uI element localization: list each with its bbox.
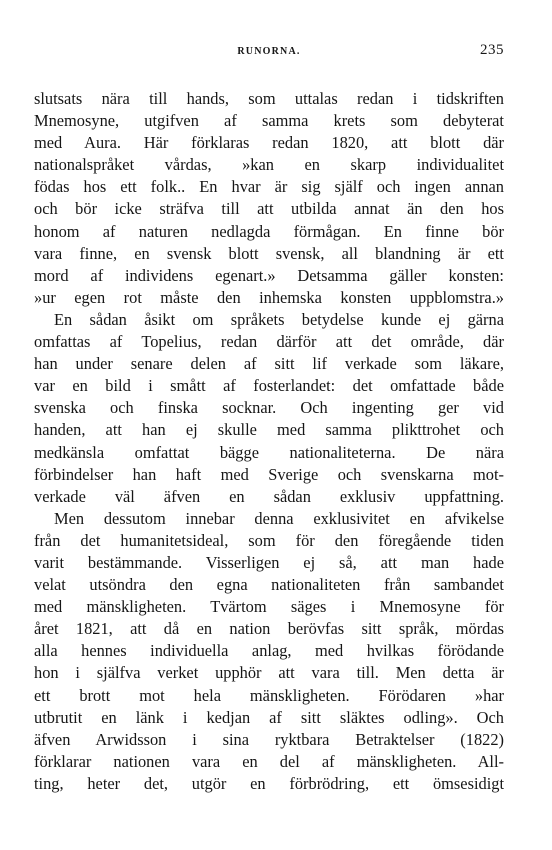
text-line: svenska och finska socknar. Och ingenting ger vid [34, 398, 504, 418]
text-line: utbrutit en länk i kedjan af sitt släktes odling». Och [34, 707, 504, 727]
text-line: medkänsla omfattat bägge nationaliteterna. De nära [34, 442, 504, 462]
text-line: födas hos ett folk.. En hvar är sig själf och ingen annan [34, 177, 504, 197]
text-line: handen, att han ej skulle med samma plikttrohet och [34, 420, 504, 440]
paragraph-start-line: En sådan åsikt om språkets betydelse kunde ej gärna [54, 309, 504, 329]
text-line: mord af individens egenart.» Detsamma gäller konsten: [34, 265, 504, 285]
text-line: var en bild i smått af fosterlandet: det omfattade både [34, 376, 504, 396]
text-line: förklarar nationen vara en del af mänskligheten. All- [34, 751, 504, 771]
text-line: och bör icke sträfva till att utbilda annat än den hos [34, 199, 504, 219]
text-line: äfven Arwidsson i sina ryktbara Betraktelser (1822) [34, 729, 504, 749]
text-line: slutsats nära till hands, som uttalas redan i tidskriften [34, 89, 504, 108]
text-line: han under senare delen af sitt lif verkade som läkare, [34, 354, 504, 374]
page-header [34, 42, 504, 64]
text-line: nationalspråket vårdas, »kan en skarp individualitet [34, 155, 504, 175]
text-line: honom af naturen nedlagda förmågan. En finne bör [34, 221, 504, 241]
text-line: med Aura. Här förklaras redan 1820, att blott där [34, 133, 504, 153]
text-line: året 1821, att då en nation berövfas sitt språk, mördas [34, 619, 504, 639]
text-line: »ur egen rot måste den inhemska konsten uppblomstra.» [34, 287, 504, 307]
text-line: omfattas af Topelius, redan därför att det område, där [34, 332, 504, 352]
text-line: Mnemosyne, utgifven af samma krets som debyterat [34, 111, 504, 131]
text-line: med mänskligheten. Tvärtom säges i Mnemosyne för [34, 597, 504, 617]
text-line: ting, heter det, utgör en förbrödring, ett ömsesidigt [34, 773, 504, 793]
paragraph-start-line: Men dessutom innebar denna exklusivitet en afvikelse [54, 508, 504, 528]
text-line: verkade väl äfven en sådan exklusiv uppfattning. [34, 486, 504, 506]
text-line: ett brott mot hela mänskligheten. Förödaren »har [34, 685, 504, 705]
text-line: hon i själfva verket upphör att vara till. Men detta är [34, 663, 504, 683]
text-line: varit bestämmande. Visserligen ej så, att man hade [34, 552, 504, 572]
running-title: RUNORNA. [237, 46, 301, 57]
text-line: från det humanitetsideal, som för den föregående tiden [34, 530, 504, 550]
text-line: förbindelser han haft med Sverige och svenskarna mot- [34, 464, 504, 484]
text-line: vara finne, en svensk blott svensk, all blandning är ett [34, 243, 504, 263]
page-number: 235 [480, 42, 504, 58]
text-line: alla hennes individuella anlag, med hvilkas förödande [34, 641, 504, 661]
text-line: velat utsöndra den egna nationaliteten från sambandet [34, 575, 504, 595]
body-text [34, 88, 504, 795]
